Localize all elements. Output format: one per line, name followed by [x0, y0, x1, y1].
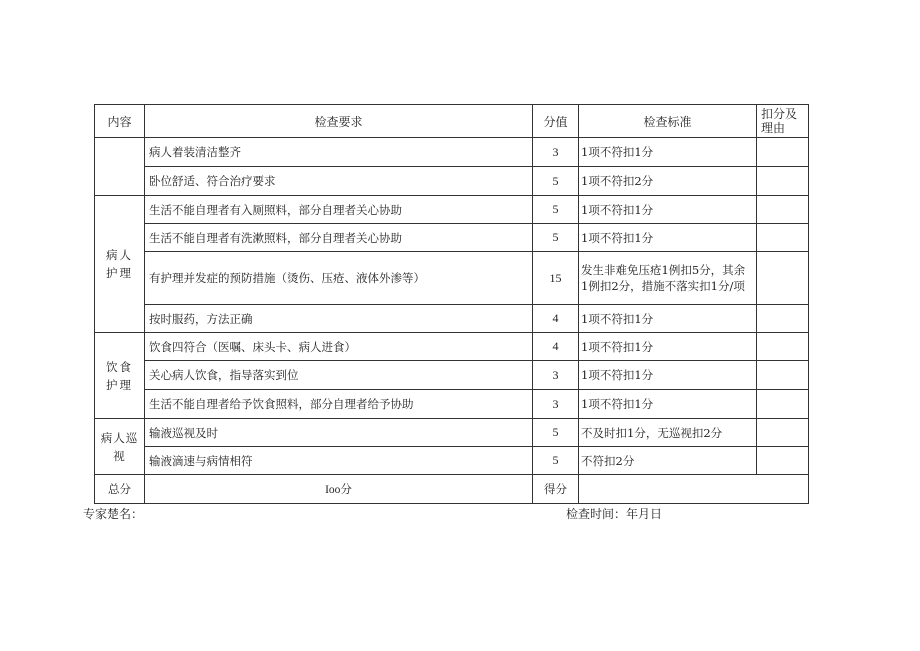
table-row — [95, 390, 809, 419]
requirement-cell: 按时服药，方法正确 — [145, 305, 533, 333]
total-value: Ioo分 — [145, 475, 533, 504]
check-time: 检查时间：年月日 — [566, 507, 663, 521]
table-row — [95, 305, 809, 333]
standard-cell: 1项不符扣2分 — [579, 167, 757, 196]
header-row — [95, 105, 809, 138]
table-row — [95, 361, 809, 390]
header-standard: 检查标准 — [579, 105, 757, 138]
reason-cell[interactable] — [757, 196, 809, 224]
table-row — [95, 447, 809, 475]
requirement-cell: 输液巡视及时 — [145, 419, 533, 447]
score-cell: 4 — [533, 305, 579, 333]
total-row — [95, 475, 809, 504]
score-cell: 3 — [533, 390, 579, 419]
score-label: 得分 — [533, 475, 579, 504]
standard-cell: 1项不符扣1分 — [579, 390, 757, 419]
requirement-cell: 生活不能自理者给予饮食照料，部分自理者给予协助 — [145, 390, 533, 419]
header-content: 内容 — [95, 105, 145, 138]
table-row — [95, 419, 809, 447]
reason-cell[interactable] — [757, 447, 809, 475]
requirement-cell: 生活不能自理者有入厕照料，部分自理者关心协助 — [145, 196, 533, 224]
standard-cell: 1项不符扣1分 — [579, 138, 757, 167]
total-score-field[interactable] — [579, 475, 809, 504]
standard-cell: 1项不符扣1分 — [579, 333, 757, 361]
reason-cell[interactable] — [757, 224, 809, 252]
table-row — [95, 196, 809, 224]
total-label: 总分 — [95, 475, 145, 504]
score-cell: 5 — [533, 167, 579, 196]
reason-cell[interactable] — [757, 333, 809, 361]
requirement-cell: 饮食四符合（医嘱、床头卡、病人进食） — [145, 333, 533, 361]
reason-cell[interactable] — [757, 305, 809, 333]
category-diet-care: 饮食护理 — [95, 333, 145, 419]
score-cell: 5 — [533, 419, 579, 447]
standard-cell: 发生非难免压疮1例扣5分，其余1例扣2分，措施不落实扣1分/项 — [579, 252, 757, 305]
score-cell: 15 — [533, 252, 579, 305]
requirement-cell: 生活不能自理者有洗漱照料，部分自理者关心协助 — [145, 224, 533, 252]
standard-cell: 1项不符扣1分 — [579, 224, 757, 252]
reason-cell[interactable] — [757, 361, 809, 390]
table-row — [95, 224, 809, 252]
category-empty — [95, 138, 145, 196]
reason-cell[interactable] — [757, 419, 809, 447]
reason-cell[interactable] — [757, 390, 809, 419]
requirement-cell: 卧位舒适、符合治疗要求 — [145, 167, 533, 196]
score-cell: 3 — [533, 361, 579, 390]
requirement-cell: 输液滴速与病情相符 — [145, 447, 533, 475]
table-row — [95, 333, 809, 361]
reason-cell[interactable] — [757, 252, 809, 305]
header-requirement: 检查要求 — [145, 105, 533, 138]
standard-cell: 1项不符扣1分 — [579, 196, 757, 224]
standard-cell: 1项不符扣1分 — [579, 361, 757, 390]
score-cell: 4 — [533, 333, 579, 361]
score-cell: 5 — [533, 196, 579, 224]
reason-cell[interactable] — [757, 138, 809, 167]
expert-signature: 专家楚名： — [83, 507, 144, 521]
standard-cell: 1项不符扣1分 — [579, 305, 757, 333]
table-row — [95, 138, 809, 167]
reason-cell[interactable] — [757, 167, 809, 196]
table-row — [95, 252, 809, 305]
score-cell: 3 — [533, 138, 579, 167]
header-reason: 扣分及理由 — [757, 105, 809, 138]
standard-cell: 不及时扣1分，无巡视扣2分 — [579, 419, 757, 447]
requirement-cell: 病人着装清洁整齐 — [145, 138, 533, 167]
category-patient-care: 病人护理 — [95, 196, 145, 333]
category-patrol: 病人巡视 — [95, 419, 145, 475]
table-row — [95, 167, 809, 196]
standard-cell: 不符扣2分 — [579, 447, 757, 475]
header-score: 分值 — [533, 105, 579, 138]
inspection-table — [94, 104, 809, 504]
score-cell: 5 — [533, 224, 579, 252]
requirement-cell: 有护理并发症的预防措施（烫伤、压疮、液体外渗等） — [145, 252, 533, 305]
requirement-cell: 关心病人饮食，指导落实到位 — [145, 361, 533, 390]
score-cell: 5 — [533, 447, 579, 475]
